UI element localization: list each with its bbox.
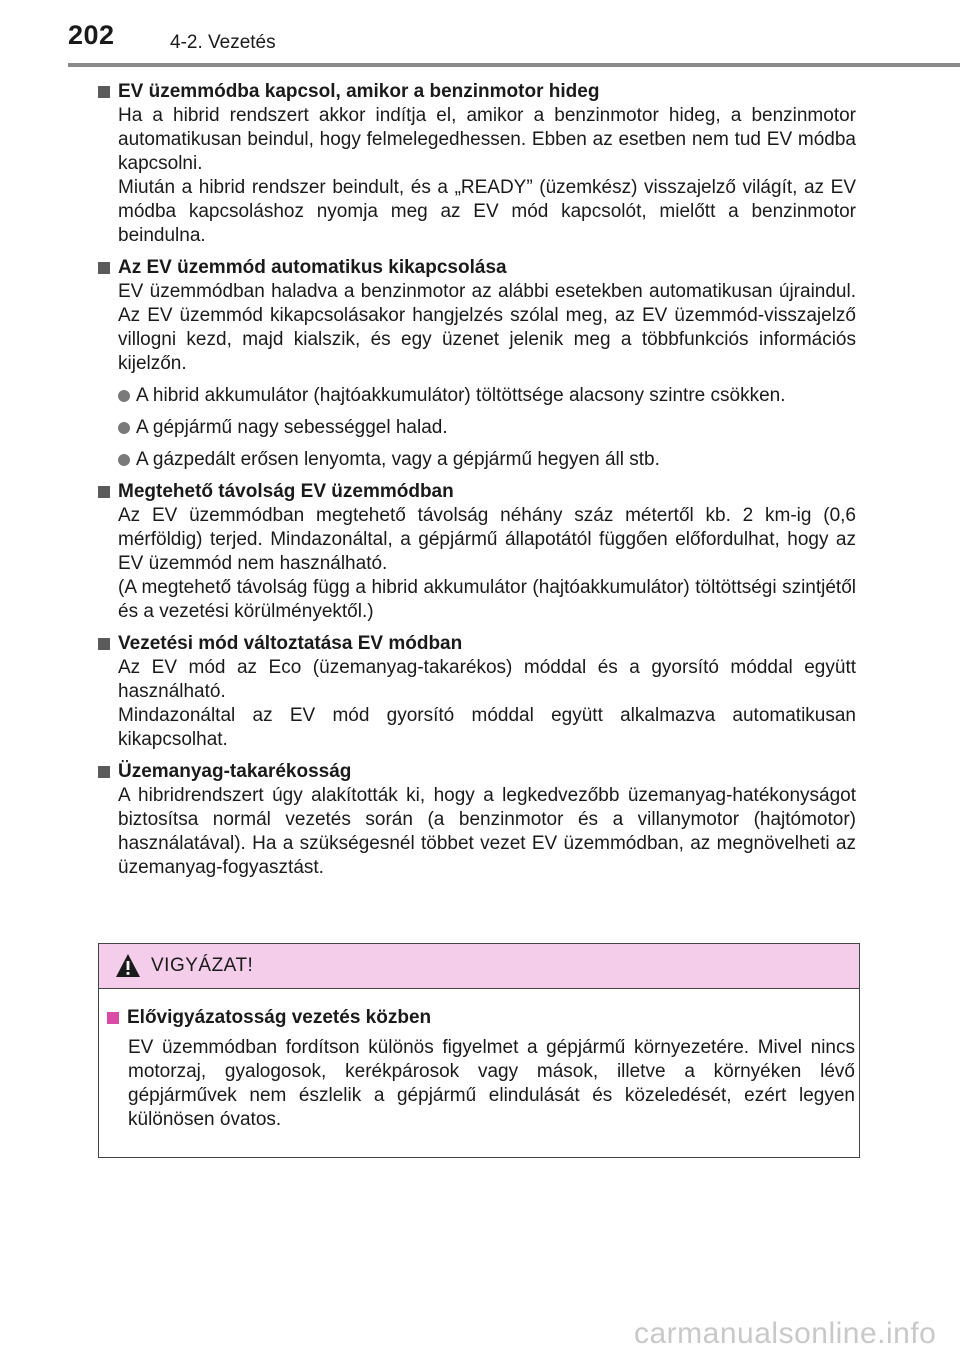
section-ev-range: [98, 480, 856, 624]
page-number: 202: [68, 20, 115, 50]
paragraph: Ha a hibrid rendszert akkor indítja el, amikor a benzinmotor hideg, a benzinmotor automatikusan beindul, hogy felmelegedhessen. Ebben az esetben nem tud EV módba kapcsolni.: [118, 105, 856, 174]
section-title: Vezetési mód változtatása EV módban: [118, 633, 463, 654]
section-body: [118, 280, 856, 376]
section-drive-mode: [98, 632, 856, 752]
list-item: [118, 384, 856, 408]
list-item: [118, 448, 856, 472]
section-title: Az EV üzemmód automatikus kikapcsolása: [118, 257, 507, 278]
section-fuel-economy: [98, 760, 856, 880]
paragraph: Az EV üzemmódban megtehető távolság néhány száz métertől kb. 2 km-ig (0,6 mérföldig) terjed. Mindazonáltal, a gépjármű állapotától függően előfordulhat, hogy az EV üzemmód nem használható.: [118, 505, 856, 574]
header-divider: [68, 63, 960, 67]
main-content: [98, 80, 856, 888]
section-body: [118, 784, 856, 880]
list-item-text: A gázpedált erősen lenyomta, vagy a gépjármű hegyen áll stb.: [136, 449, 660, 470]
section-heading: [98, 256, 856, 280]
section-ev-auto-off: [98, 256, 856, 472]
caution-text: EV üzemmódban fordítson különös figyelmet a gépjármű környezetére. Mivel nincs motorzaj, gyalogosok, kerékpárosok vagy mások, illetve a környéken lévő gépjárművek nem észlelik a gépjármű elindulását és közeledését, ezért legyen különösen óvatos.: [128, 1037, 855, 1130]
page-header: [0, 0, 960, 60]
paragraph: Miután a hibrid rendszer beindult, és a „READY” (üzemkész) visszajelző világít, az EV módba kapcsoláshoz nyomja meg az EV mód kapcsolót, mielőtt a benzinmotor beindulna.: [118, 177, 856, 246]
paragraph: EV üzemmódban haladva a benzinmotor az alábbi esetekben automatikusan újraindul. Az EV üzemmód kikapcsolásakor hangjelzés szólal meg, az EV üzemmód-visszajelző villogni kezd, majd kialszik, és egy üzenet jelenik meg a többfunkciós információs kijelzőn.: [118, 281, 856, 374]
square-bullet-icon: [98, 262, 110, 274]
square-bullet-icon: [98, 766, 110, 778]
section-body: [118, 504, 856, 624]
paragraph: Az EV mód az Eco (üzemanyag-takarékos) móddal és a gyorsító móddal együtt használható.: [118, 657, 856, 702]
section-title: Megtehető távolság EV üzemmódban: [118, 481, 454, 502]
round-bullet-icon: [118, 390, 130, 402]
square-bullet-icon: [107, 1012, 119, 1024]
caution-body: [99, 989, 859, 1132]
square-bullet-icon: [98, 486, 110, 498]
paragraph: A hibridrendszert úgy alakították ki, hogy a legkedvezőbb üzemanyag-hatékonyságot biztosítsa normál vezetés során (a benzinmotor és a villanymotor (hajtómotor) használatával). Ha a szükségesnél többet vezet EV üzemmódban, az megnövelheti az üzemanyag-fogyasztást.: [118, 785, 856, 878]
section-heading: [98, 480, 856, 504]
section-heading: [98, 80, 856, 104]
round-bullet-icon: [118, 422, 130, 434]
paragraph: (A megtehető távolság függ a hibrid akkumulátor (hajtóakkumulátor) töltöttségi szintjétől és a vezetési körülményektől.): [118, 577, 856, 622]
section-title: EV üzemmódba kapcsol, amikor a benzinmotor hideg: [118, 81, 600, 102]
round-bullet-icon: [118, 454, 130, 466]
caution-title: Elővigyázatosság vezetés közben: [127, 1007, 432, 1028]
list-item-text: A gépjármű nagy sebességgel halad.: [136, 417, 448, 438]
square-bullet-icon: [98, 638, 110, 650]
list-item: [118, 416, 856, 440]
section-body: [118, 104, 856, 248]
list-item-text: A hibrid akkumulátor (hajtóakkumulátor) töltöttsége alacsony szintre csökken.: [136, 385, 786, 406]
warning-triangle-icon: [115, 953, 141, 979]
section-title: Üzemanyag-takarékosság: [118, 761, 352, 782]
section-ev-cold-engine: [98, 80, 856, 248]
caution-box: [98, 943, 860, 1158]
chapter-title: 4-2. Vezetés: [170, 32, 276, 53]
paragraph: Mindazonáltal az EV mód gyorsító móddal együtt alkalmazva automatikusan kikapcsolhat.: [118, 705, 856, 750]
caution-header: [99, 944, 859, 989]
section-body: [118, 656, 856, 752]
caution-label: VIGYÁZAT!: [151, 955, 254, 976]
watermark: carmanualsonline.info: [634, 1317, 937, 1350]
section-heading: [98, 632, 856, 656]
caution-heading: [107, 1006, 859, 1030]
section-heading: [98, 760, 856, 784]
square-bullet-icon: [98, 86, 110, 98]
